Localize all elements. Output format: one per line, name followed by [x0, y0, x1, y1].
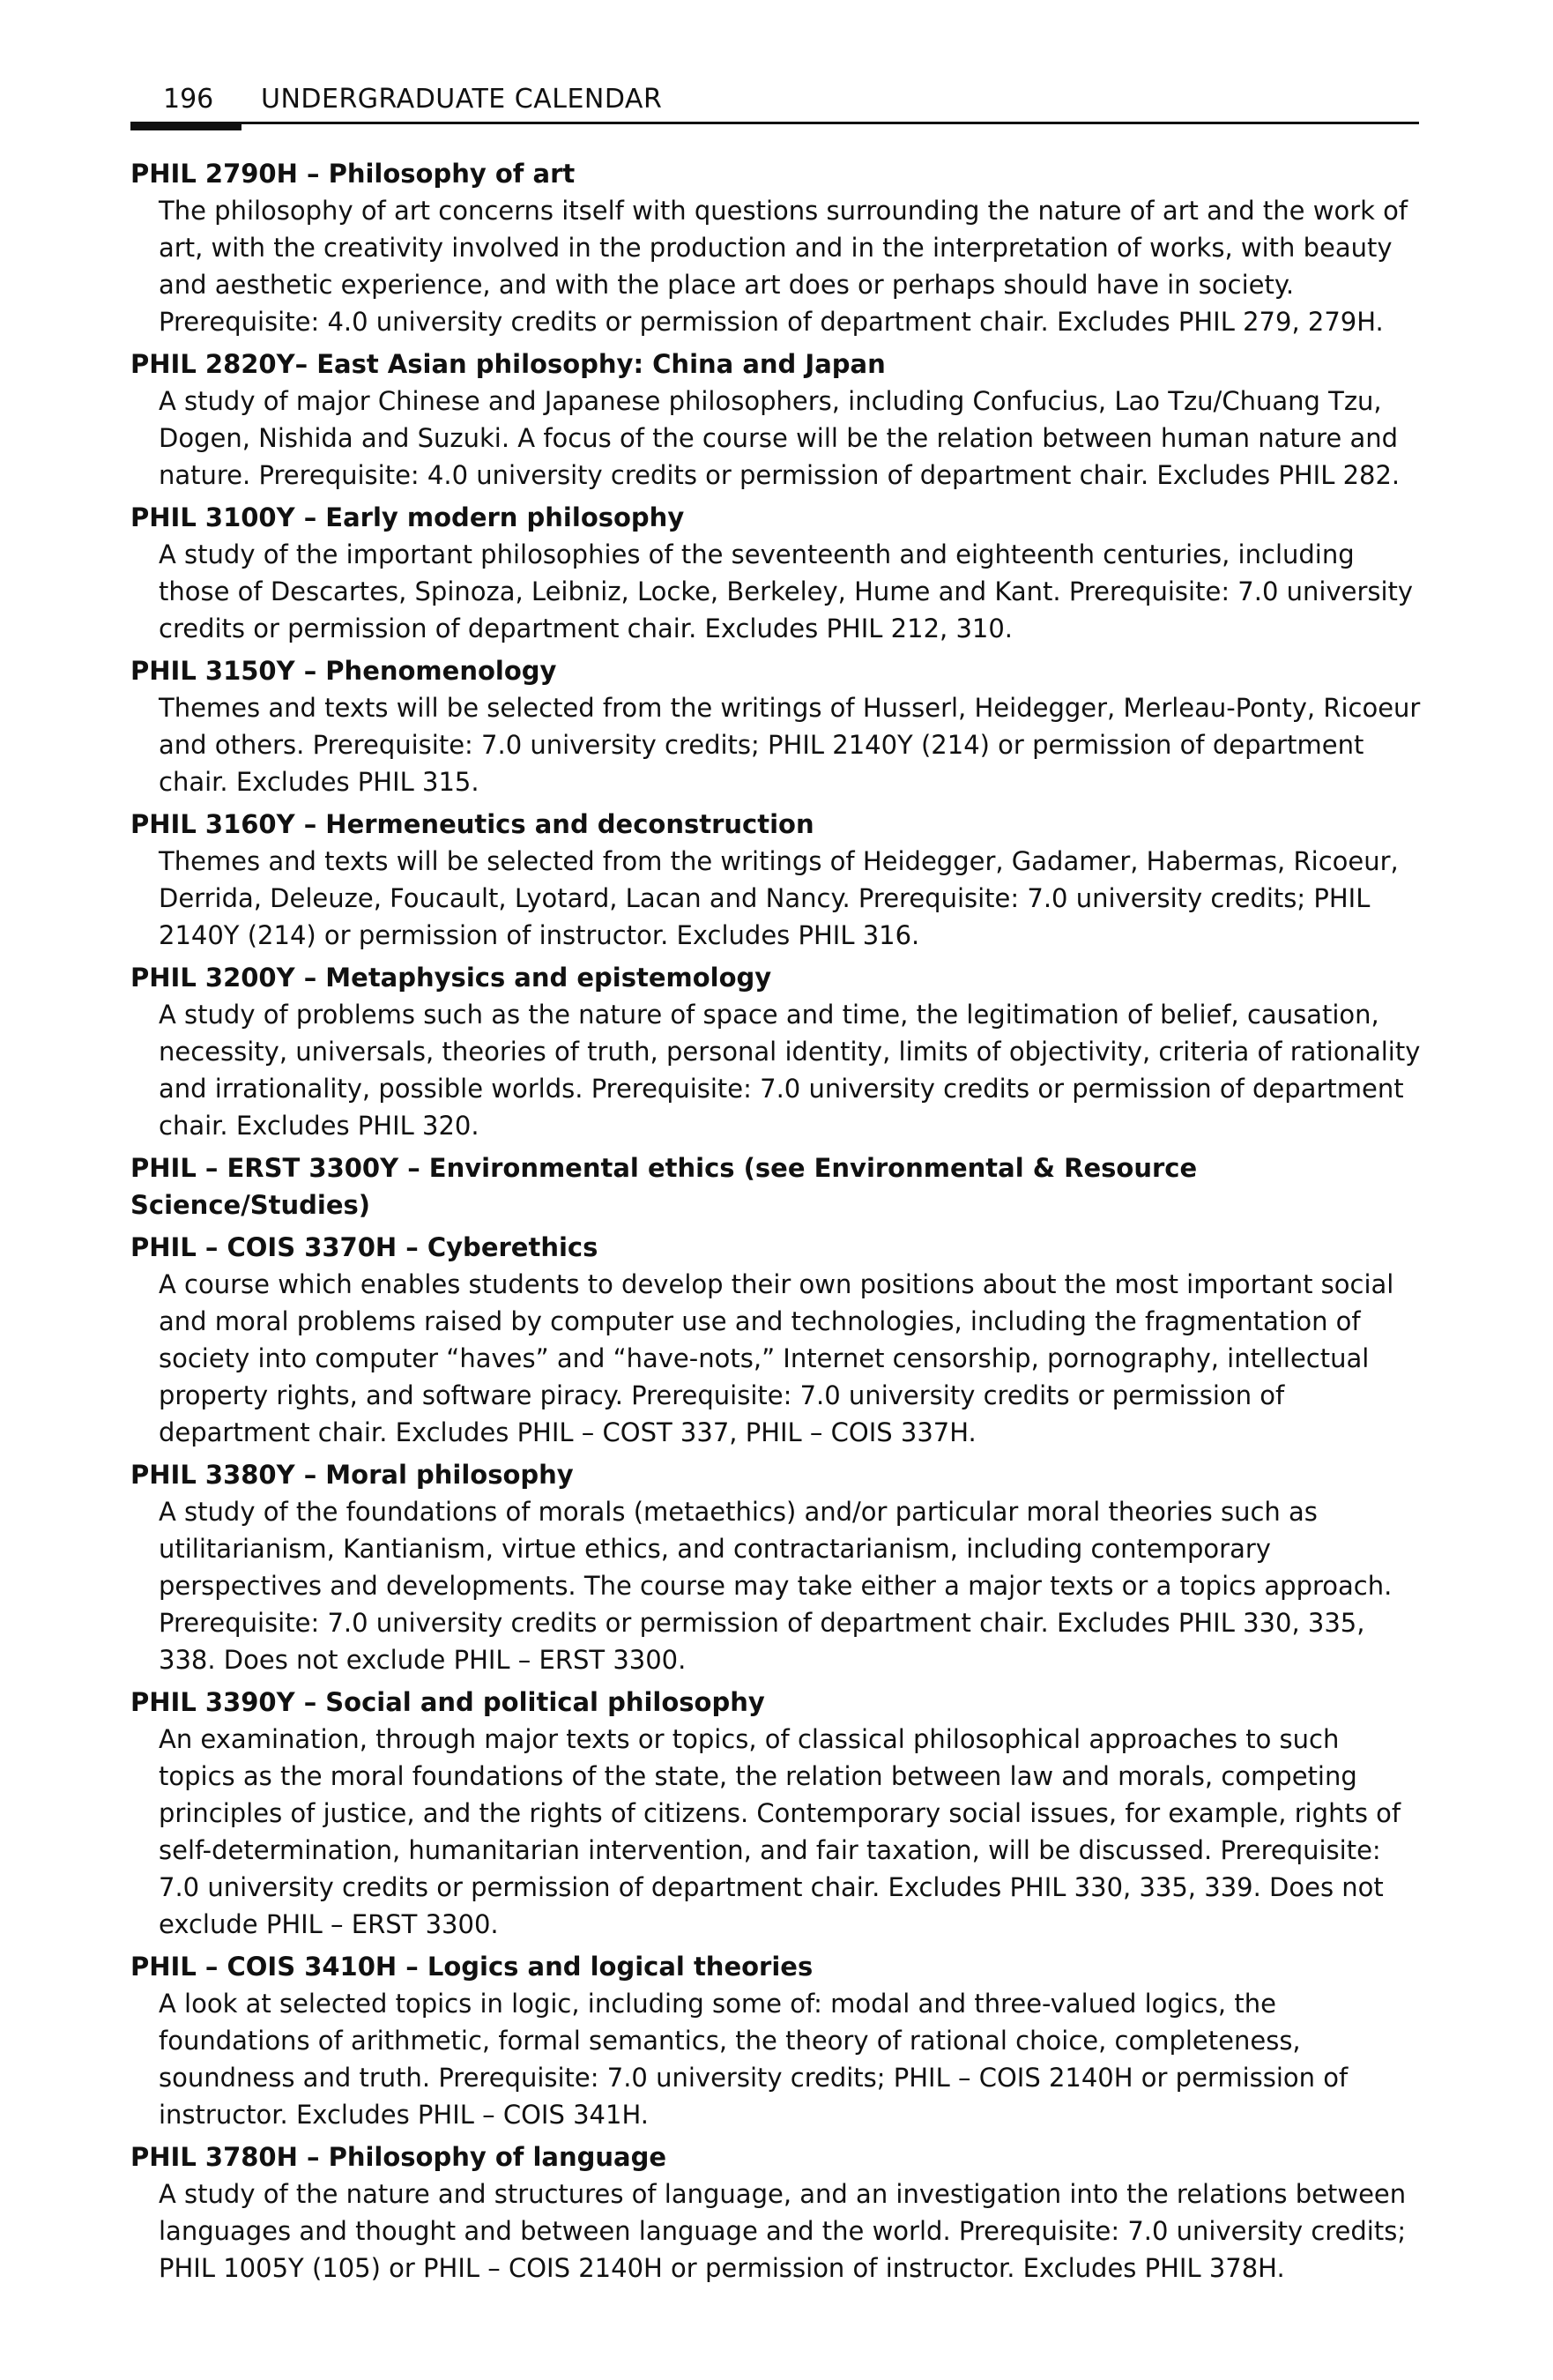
course-title: PHIL 3100Y – Early modern philosophy — [130, 502, 685, 532]
course-entry — [130, 806, 1422, 954]
course-title: PHIL – COIS 3410H – Logics and logical theories — [130, 1952, 814, 1982]
course-description: A study of the important philosophies of the seventeenth and eighteenth centuries, including those of Descartes, Spinoza, Leibniz, Locke, Berkeley, Hume and Kant. Prerequisite: 7.0 university credits or permission of department chair. Excludes PHIL 212, 310. — [159, 539, 1414, 643]
course-description: A look at selected topics in logic, including some of: modal and three-valued logics, the foundations of arithmetic, formal semantics, the theory of rational choice, completeness, soundness and truth. Prerequisite: 7.0 university credits; PHIL – COIS 2140H or permission of instructor. Excludes PHIL – COIS 341H. — [159, 1989, 1349, 2130]
course-title: PHIL – ERST 3300Y – Environmental ethics (see Environmental & Resource Science/Studies) — [130, 1153, 1198, 1220]
course-entry — [130, 499, 1422, 647]
course-description: Themes and texts will be selected from the writings of Husserl, Heidegger, Merleau-Ponty, Ricoeur and others. Prerequisite: 7.0 university credits; PHIL 2140Y (214) or permission of department chair. Excludes PHIL 315. — [159, 693, 1421, 797]
course-title: PHIL 3160Y – Hermeneutics and deconstruction — [130, 809, 814, 839]
course-description: An examination, through major texts or topics, of classical philosophical approaches to such topics as the moral foundations of the state, the relation between law and morals, competing principles of justice, and the rights of citizens. Contemporary social issues, for example, rights of self-determination, humanitarian intervention, and fair taxation, will be discussed. Prerequisite: 7.0 university credits or permission of department chair. Excludes PHIL 330, 335, 339. Does not exclude PHIL – ERST 3300. — [159, 1724, 1401, 1939]
course-description: A study of the foundations of morals (metaethics) and/or particular moral theories such as utilitarianism, Kantianism, virtue ethics, and contractarianism, including contemporary perspectives and developments. The course may take either a major texts or a topics approach. Prerequisite: 7.0 university credits or permission of department chair. Excludes PHIL 330, 335, 338. Does not exclude PHIL – ERST 3300. — [159, 1497, 1393, 1675]
course-description: A course which enables students to develop their own positions about the most important social and moral problems raised by computer use and technologies, including the fragmentation of society into computer “haves” and “have-nots,” Internet censorship, pornography, intellectual property rights, and software piracy. Prerequisite: 7.0 university credits or permission of department chair. Excludes PHIL – COST 337, PHIL – COIS 337H. — [159, 1269, 1394, 1447]
course-entry — [130, 652, 1422, 800]
course-title: PHIL 3780H – Philosophy of language — [130, 2142, 667, 2172]
course-title: PHIL 2790H – Philosophy of art — [130, 159, 576, 189]
page-header — [130, 81, 1419, 125]
course-title: PHIL 2820Y– East Asian philosophy: China and Japan — [130, 349, 886, 379]
course-title: PHIL 3380Y – Moral philosophy — [130, 1460, 574, 1490]
course-entry — [130, 959, 1422, 1144]
course-entry — [130, 1456, 1422, 1678]
course-list — [130, 155, 1422, 2292]
course-entry — [130, 155, 1422, 340]
course-title: PHIL 3200Y – Metaphysics and epistemology — [130, 963, 772, 993]
header-tab-bar — [130, 122, 241, 130]
course-description: A study of the nature and structures of language, and an investigation into the relations between languages and thought and between language and the world. Prerequisite: 7.0 university credits; PHIL 1005Y (105) or PHIL – COIS 2140H or permission of instructor. Excludes PHIL 378H. — [159, 2179, 1407, 2283]
course-entry — [130, 346, 1422, 494]
course-description: A study of problems such as the nature of space and time, the legitimation of belief, causation, necessity, universals, theories of truth, personal identity, limits of objectivity, criteria of rationality and irrationality, possible worlds. Prerequisite: 7.0 university credits or permission of department chair. Excludes PHIL 320. — [159, 1000, 1421, 1141]
course-title: PHIL 3150Y – Phenomenology — [130, 656, 557, 686]
course-title: PHIL 3390Y – Social and political philosophy — [130, 1687, 765, 1717]
course-title: PHIL – COIS 3370H – Cyberethics — [130, 1232, 598, 1262]
course-description: Themes and texts will be selected from the writings of Heidegger, Gadamer, Habermas, Ricoeur, Derrida, Deleuze, Foucault, Lyotard, Lacan and Nancy. Prerequisite: 7.0 university credits; PHIL 2140Y (214) or permission of instructor. Excludes PHIL 316. — [159, 846, 1399, 950]
header-rule — [130, 122, 1419, 124]
course-entry — [130, 1948, 1422, 2133]
course-entry — [130, 2138, 1422, 2287]
course-entry — [130, 1149, 1422, 1223]
course-description: The philosophy of art concerns itself with questions surrounding the nature of art and the work of art, with the creativity involved in the production and in the interpretation of works, with beauty and aesthetic experience, and with the place art does or perhaps should have in society. Prerequisite: 4.0 university credits or permission of department chair. Excludes PHIL 279, 279H. — [159, 196, 1408, 337]
course-description: A study of major Chinese and Japanese philosophers, including Confucius, Lao Tzu/Chuang Tzu, Dogen, Nishida and Suzuki. A focus of the course will be the relation between human nature and nature. Prerequisite: 4.0 university credits or permission of department chair. Excludes PHIL 282. — [159, 386, 1401, 490]
course-entry — [130, 1684, 1422, 1943]
page-number: 196 — [163, 84, 214, 115]
running-header-title: UNDERGRADUATE CALENDAR — [261, 84, 663, 115]
course-entry — [130, 1229, 1422, 1451]
